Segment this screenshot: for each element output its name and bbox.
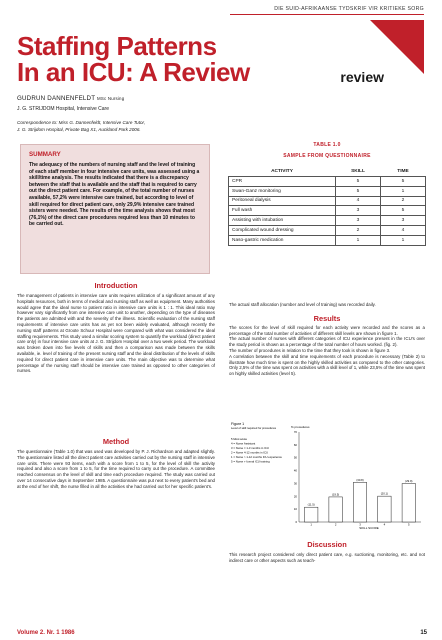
table-header-time: TIME xyxy=(397,168,409,174)
table-cell-activity: CPR xyxy=(229,177,336,187)
page-number: 15 xyxy=(420,630,427,636)
author-line xyxy=(17,95,124,102)
bar-value-label: (19.5) xyxy=(331,492,340,497)
table-row xyxy=(229,235,426,245)
figure-bars xyxy=(304,478,415,527)
table-cell-skill: 3 xyxy=(336,206,381,216)
results-paragraph-2: The actual number of nurses with different categories of ICU experience present in the ICU's over the study period is shown as a percentage of the total number of hours worked. (fig. 2). xyxy=(229,336,425,348)
figure-1 xyxy=(229,420,425,532)
title-line-1: Staffing Patterns xyxy=(17,31,217,61)
table-cell-time: 1 xyxy=(381,186,426,196)
section-label: review xyxy=(340,69,384,85)
correspondence-line-1: Correspondence to: Miss G. Dannenfeldt, Intensive Care Tutor, xyxy=(17,120,146,125)
table-cell-skill: 3 xyxy=(336,216,381,226)
table-cell-skill: 5 xyxy=(336,177,381,187)
y-tick-label: 30 xyxy=(293,481,297,486)
table-row xyxy=(229,206,426,216)
introduction-text: The management of patients in intensive care units requires utilization of a significant amount of any hospitals resources, both in terms of medical and nursing staff as well as equipment. Many authorities would agree that the ideal nurse to patient ratio in intensive care units is 1 : 1. This ideal ratio may however vary significantly from one intensive care unit to another, depending on the type of diseases the patients are admitted with and the severity of the illness. Scientific evaluation of the nursing staff requirements of intensive care units has as yet not been widely evaluated, although recently the nursing staff patterns at Groote Schuur Hospital were compared with what was considered the ideal staffing requirements. This study used a similar scoring system to quantify the workload (direct patient care only) in four intensive care units at J. G. Strijdom Hospital over a two week period. The workload was broken down into five levels of skills and then a comparison was made between the skills available, ie. level of training of the present nursing staff and the ideal distribution of the levels of skills required for direct patient care in intensive care units. The main objective was to determine what percentage of the nursing staff should be intensive care trained as opposed to other categories of nurses. xyxy=(17,293,215,374)
questionnaire-table-block xyxy=(228,142,426,246)
summary-heading: SUMMARY xyxy=(29,151,61,158)
bar-value-label: (11.5) xyxy=(307,502,315,507)
bar-value-label: (29.9) xyxy=(405,479,413,484)
figure-caption: Figure 1 xyxy=(231,422,245,426)
table-cell-time: 4 xyxy=(381,225,426,235)
bar-value-label: (20.1) xyxy=(380,491,389,496)
figure-caption-sub: Level of skill required for procedures xyxy=(231,426,277,430)
bar-value-label: (30.8) xyxy=(356,477,364,482)
figure-x-label: SKILL SCORE xyxy=(359,526,379,530)
table-row xyxy=(229,186,426,196)
page-footer xyxy=(17,630,427,636)
results-paragraph-4: A correlation between the skill and time requirements of each procedure is necessary (Table 2) to illustrate how much time is spent on the highly skilled activities as compared to the other categories. Only 2,5% of the time was spent on activities with a skill level of 1, while 23,5% of the time was spent on highly skilled activities (level 5). xyxy=(229,353,425,377)
staff-allocation-text: The actual staff allocation (number and level of training) was recorded daily. xyxy=(229,302,376,307)
table-cell-time: 5 xyxy=(381,177,426,187)
table-row xyxy=(229,216,426,226)
article-title xyxy=(17,33,250,85)
y-tick-label: 40 xyxy=(293,468,297,473)
figure-y-label: % procedures xyxy=(291,425,310,429)
bar xyxy=(329,497,342,522)
y-tick-label: 0 xyxy=(295,520,297,524)
table-row xyxy=(229,177,426,187)
table-header-row xyxy=(229,166,426,177)
table-cell-activity: Peritoneal dialysis xyxy=(229,196,336,206)
author-degree: MSc Nursing xyxy=(97,96,125,101)
figure-1-chart xyxy=(229,420,425,532)
corner-triangle-decoration xyxy=(370,20,424,74)
questionnaire-table xyxy=(228,166,426,246)
table-cell-skill: 4 xyxy=(336,196,381,206)
discussion-section xyxy=(229,540,425,564)
x-tick-label: 5 xyxy=(408,522,410,527)
table-cell-skill: 5 xyxy=(336,186,381,196)
bar xyxy=(304,507,317,522)
correspondence-line-2: J. G. Strijdom Hospital, Private Bag X1, Auckland Park 2006. xyxy=(17,127,141,132)
table-row xyxy=(229,225,426,235)
introduction-section xyxy=(17,281,215,374)
table-cell-activity: Full wash xyxy=(229,206,336,216)
figure-legend xyxy=(231,437,282,464)
journal-name: DIE SUID-AFRIKAANSE TYDSKRIF VIR KRITIEKE SORG xyxy=(274,6,424,12)
x-tick-label: 4 xyxy=(383,522,386,527)
x-tick-label: 1 xyxy=(310,522,312,527)
discussion-heading: Discussion xyxy=(307,540,347,549)
bar xyxy=(378,496,391,522)
affiliation: J. G. STRIJDOM Hospital, Intensive Care xyxy=(17,106,109,112)
y-tick-label: 50 xyxy=(293,455,297,460)
results-section xyxy=(229,302,425,377)
table-cell-activity: Naso-gastric medication xyxy=(229,235,336,245)
y-tick-label: 60 xyxy=(293,442,297,447)
table-cell-time: 3 xyxy=(381,216,426,226)
table-cell-activity: Swan-Ganz monitoring xyxy=(229,186,336,196)
table-cell-activity: Complicated wound dressing xyxy=(229,225,336,235)
figure-legend-item: 3 = Nurse = 1-3 months in ICU xyxy=(231,446,269,450)
bar xyxy=(402,484,415,522)
y-tick-label: 20 xyxy=(293,494,297,499)
figure-legend-item: 2 = Nurse 4-12 months in ICU xyxy=(231,450,269,455)
figure-legend-item: 1 = Nurse > 1-12 months ICU experience xyxy=(231,455,282,459)
introduction-heading: Introduction xyxy=(94,281,138,290)
x-tick-label: 2 xyxy=(334,522,337,527)
y-tick-label: 70 xyxy=(293,430,297,434)
table-caption-1: TABLE 1.0 xyxy=(313,142,341,148)
method-section xyxy=(17,437,215,490)
bar xyxy=(353,482,366,522)
figure-legend-item: 5 = Nurse + formal ICU training xyxy=(231,459,270,464)
method-heading: Method xyxy=(102,437,130,446)
results-heading: Results xyxy=(313,313,341,323)
author-name: GUDRUN DANNENFELDT xyxy=(17,95,96,102)
summary-text: The adequacy of the numbers of nursing staff and the level of training of each staff member in four intensive care units, was assessed using a skill/time analysis. The results indicated that there is a discrepancy between the staff that is available and the staff that is required to carry out the direct patient care. For example, of the total number of nurses available, 57,2% were intensive care trained, but according to level of skill required for direct patient care, only 29,9% intensive care trained sisters were needed. The results of the time analysis shows that most (76,1%) of the direct care procedures required less than 10 minutes to be carried out. xyxy=(29,162,200,228)
discussion-text: This research project considered only direct patient care, e.g. suctioning, monitoring, etc. and not indirect care or other aspects such as teach- xyxy=(229,552,425,563)
figure-legend-item: 4 = Nurse Assistant xyxy=(231,441,256,446)
table-cell-time: 2 xyxy=(381,196,426,206)
figure-legend-item: 5 Most acute xyxy=(231,437,248,441)
table-caption-2: SAMPLE FROM QUESTIONNAIRE xyxy=(283,153,371,159)
table-cell-time: 1 xyxy=(381,235,426,245)
title-line-2: In an ICU: A Review xyxy=(17,57,250,87)
table-header-skill: SKILL xyxy=(351,168,365,174)
table-row xyxy=(229,196,426,206)
summary-box xyxy=(20,144,210,274)
table-cell-skill: 1 xyxy=(336,235,381,245)
method-text: The questionnaire (Table 1.0) that was used was developed by P. J. Richardson and adapted slightly. The questionnaire listed all the direct patient care activities carried out by the nursing staff in intensive care units. There were 93 items, each with a score from 1 to 5, for the level of skill the activity required and also a score from 1 to 5, for the time required to carry out the procedure. A committee reached consensus on the level of skill and time each procedure required. The study was carried out over 14 consecutive days in September 1985. A questionnaire was put next to every patient's bed and at the end of her shift, the nurse filled in all the activities she had carried out for her specific patient's. xyxy=(17,449,215,489)
correspondence xyxy=(17,119,277,133)
results-paragraph-1: The scores for the level of skill required for each activity were recorded and the scores as a percentage of the total number of activities of different skill levels are shown in figure 1. xyxy=(229,324,425,336)
y-tick-label: 10 xyxy=(293,507,297,512)
table-cell-activity: Assisting with intubation xyxy=(229,216,336,226)
results-paragraph-3: The number of procedures in relation to the time that they took is shown in figure 3. xyxy=(229,347,391,353)
table-header-activity: ACTIVITY xyxy=(271,168,293,174)
table-cell-skill: 2 xyxy=(336,225,381,235)
table-cell-time: 5 xyxy=(381,206,426,216)
header-rule xyxy=(230,14,424,15)
x-tick-label: 3 xyxy=(359,522,361,527)
volume-info: Volume 2. Nr. 1 1986 xyxy=(17,630,75,636)
